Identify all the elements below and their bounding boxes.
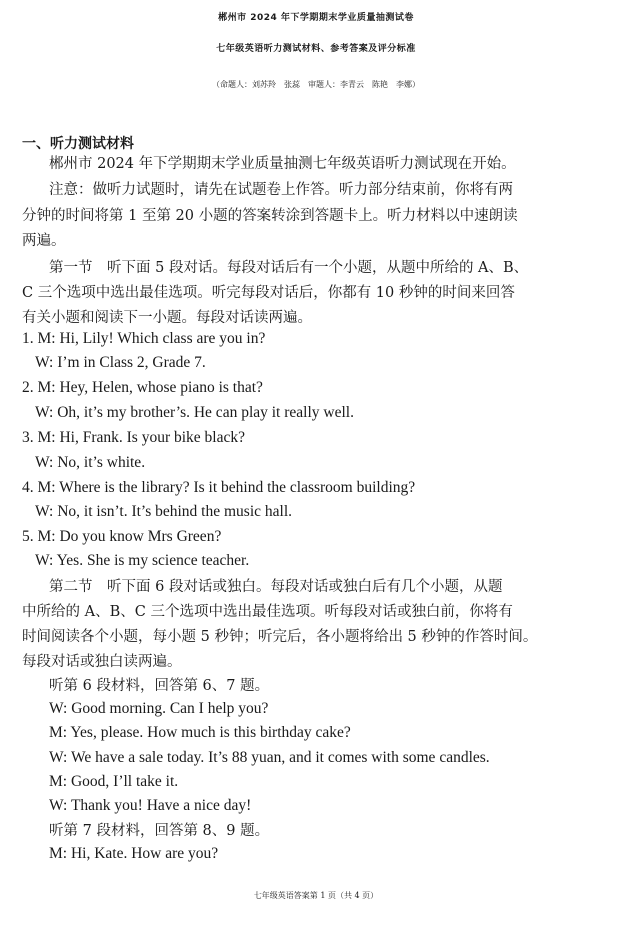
dialogue-line: W: I’m in Class 2, Grade 7. <box>35 354 206 371</box>
dialogue-line: W: Yes. She is my science teacher. <box>35 552 250 569</box>
dialogue-line: M: Good, I’ll take it. <box>49 773 179 790</box>
page-footer: 七年级英语答案第 1 页（共 4 页） <box>253 891 379 900</box>
notice-line: 两遍。 <box>22 233 66 249</box>
part-two-instruction: 中所给的 A、B、C 三个选项中选出最佳选项。听每段对话或独白前，你将有 <box>22 604 513 620</box>
part-one-instruction: 有关小题和阅读下一小题。每段对话读两遍。 <box>22 310 312 326</box>
section-heading: 一、听力测试材料 <box>22 136 134 152</box>
dialogue-line: M: Yes, please. How much is this birthday cake? <box>49 724 351 741</box>
material-heading: 听第 6 段材料，回答第 6、7 题。 <box>49 678 270 694</box>
dialogue-line: 1. M: Hi, Lily! Which class are you in? <box>22 330 266 347</box>
dialogue-line: 2. M: Hey, Helen, whose piano is that? <box>22 379 263 396</box>
dialogue-line: 3. M: Hi, Frank. Is your bike black? <box>22 429 245 446</box>
authors-line: （命题人：刘苏羚 张蕊 审题人：李青云 陈艳 李娜） <box>212 80 420 89</box>
dialogue-line: W: We have a sale today. It’s 88 yuan, and it comes with some candles. <box>49 749 490 766</box>
notice-line: 注意：做听力试题时，请先在试题卷上作答。听力部分结束前，你将有两 <box>49 182 513 198</box>
exam-title: 郴州市 2024 年下学期期末学业质量抽测试卷 <box>218 13 414 23</box>
dialogue-line: W: Oh, it’s my brother’s. He can play it really well. <box>35 404 354 421</box>
part-one-instruction: C 三个选项中选出最佳选项。听完每段对话后，你都有 10 秒钟的时间来回答 <box>22 285 515 301</box>
dialogue-line: W: Thank you! Have a nice day! <box>49 797 252 814</box>
dialogue-line: W: Good morning. Can I help you? <box>49 700 269 717</box>
part-two-instruction: 第二节 听下面 6 段对话或独白。每段对话或独白后有几个小题，从题 <box>49 579 503 595</box>
intro-line: 郴州市 2024 年下学期期末学业质量抽测七年级英语听力测试现在开始。 <box>49 156 516 172</box>
part-two-instruction: 时间阅读各个小题，每小题 5 秒钟；听完后，各小题将给出 5 秒钟的作答时间。 <box>22 629 538 645</box>
dialogue-line: M: Hi, Kate. How are you? <box>49 845 219 862</box>
dialogue-line: W: No, it isn’t. It’s behind the music hall. <box>35 503 293 520</box>
exam-subtitle: 七年级英语听力测试材料、参考答案及评分标准 <box>216 44 416 54</box>
part-two-instruction: 每段对话或独白读两遍。 <box>22 654 182 670</box>
dialogue-line: W: No, it’s white. <box>35 454 146 471</box>
dialogue-line: 5. M: Do you know Mrs Green? <box>22 528 222 545</box>
part-one-instruction: 第一节 听下面 5 段对话。每段对话后有一个小题，从题中所给的 A、B、 <box>49 260 529 276</box>
material-heading: 听第 7 段材料，回答第 8、9 题。 <box>49 823 270 839</box>
dialogue-line: 4. M: Where is the library? Is it behind the classroom building? <box>22 479 416 496</box>
notice-line: 分钟的时间将第 1 至第 20 小题的答案转涂到答题卡上。听力材料以中速朗读 <box>22 208 518 224</box>
